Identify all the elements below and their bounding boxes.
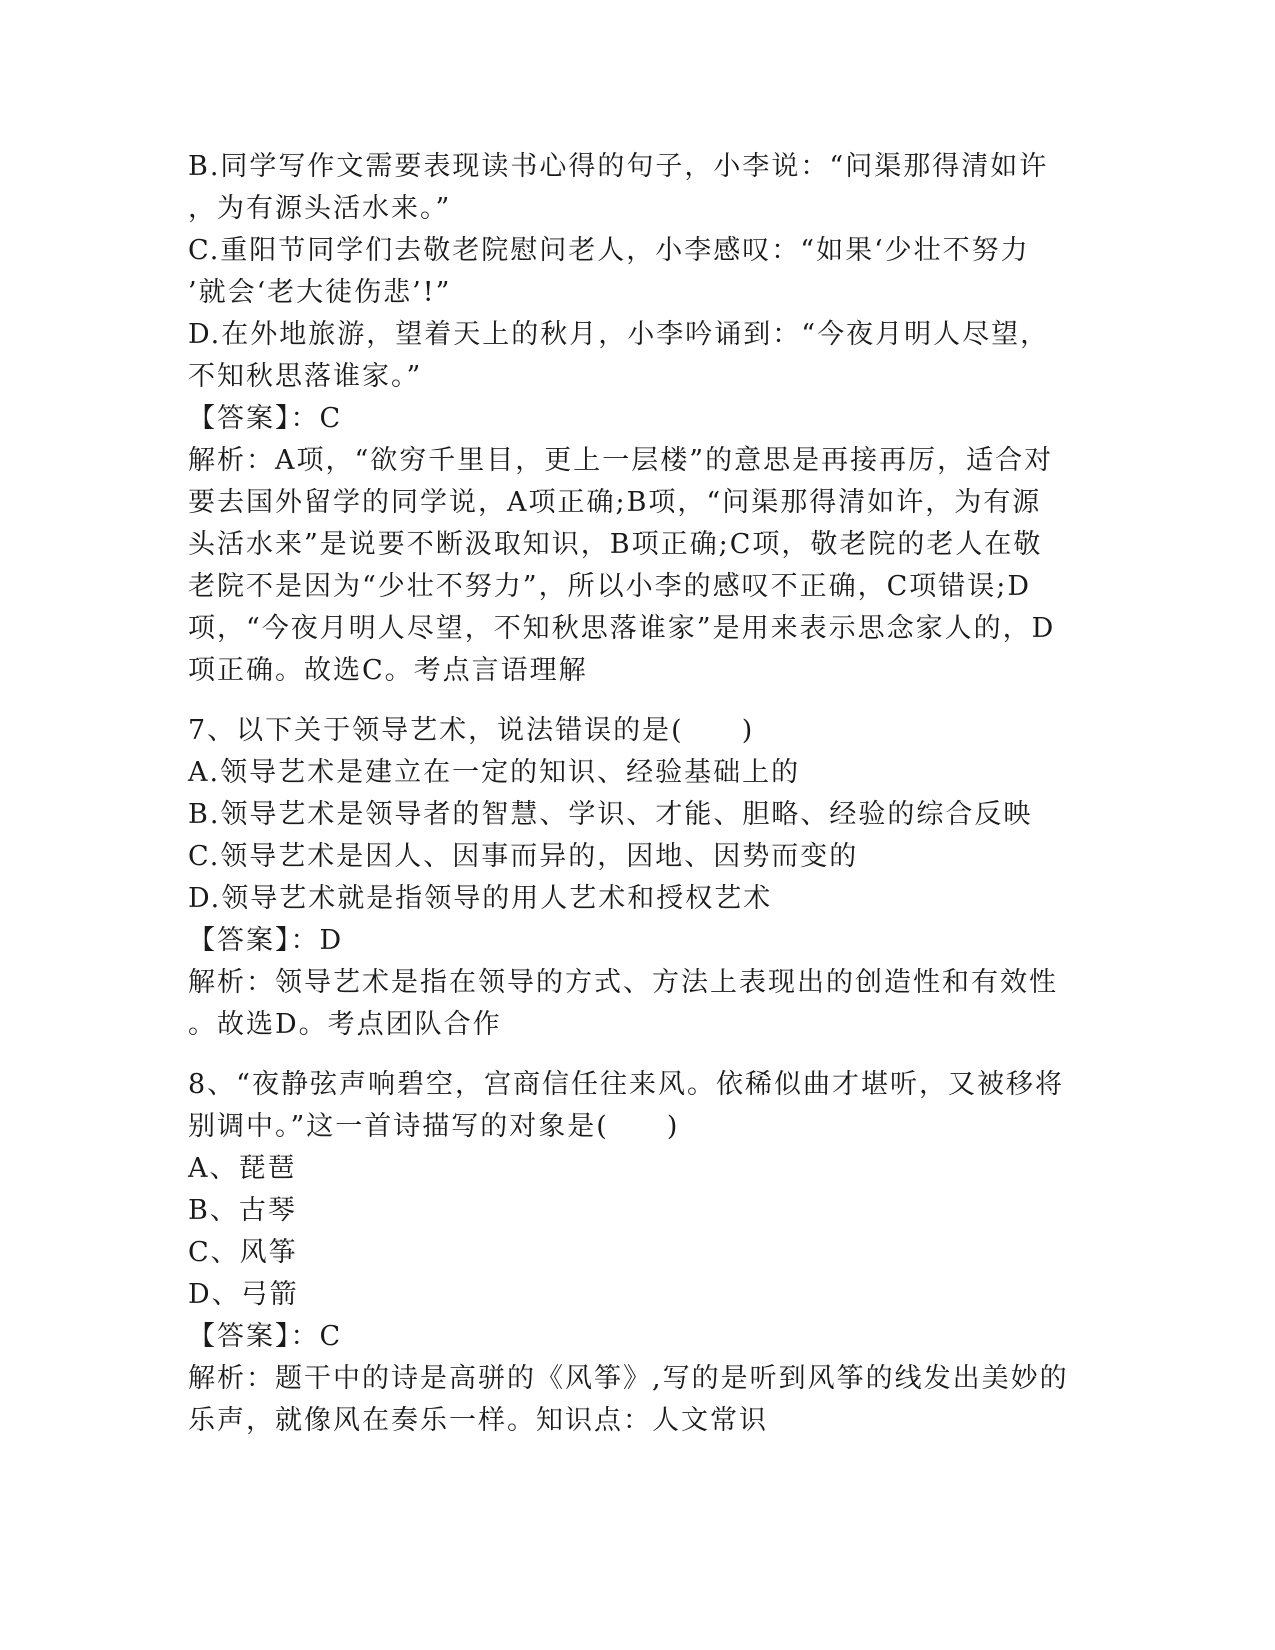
option-d-cont: 不知秋思落谁家。” (188, 361, 423, 392)
question-8 (188, 1064, 1088, 1442)
document-content (188, 146, 1088, 1442)
spacer (188, 692, 1088, 710)
analysis-line: 项正确。故选C。考点言语理解 (188, 655, 588, 686)
analysis-line: 项，“今夜月明人尽望，不知秋思落谁家”是用来表示思念家人的，D (188, 613, 1056, 644)
question-stem: 8、“夜静弦声响碧空，宫商信任往来风。依稀似曲才堪听，又被移将 (188, 1069, 1064, 1100)
option-b: B.同学写作文需要表现读书心得的句子，小李说：“问渠那得清如许 (188, 151, 1049, 182)
option-b: B.领导艺术是领导者的智慧、学识、才能、胆略、经验的综合反映 (188, 799, 1033, 830)
option-a: A、琵琶 (188, 1153, 297, 1184)
answer: 【答案】：C (188, 1321, 343, 1352)
analysis-line: 解析：题干中的诗是高骈的《风筝》,写的是听到风筝的线发出美妙的 (188, 1363, 1069, 1394)
question-6-continued (188, 146, 1088, 692)
option-d: D、弓箭 (188, 1279, 299, 1310)
option-d: D.领导艺术就是指领导的用人艺术和授权艺术 (188, 883, 773, 914)
analysis-line: 头活水来”是说要不断汲取知识，B项正确;C项，敬老院的老人在敬 (188, 529, 1043, 560)
analysis-line: 乐声，就像风在奏乐一样。知识点：人文常识 (188, 1405, 768, 1436)
option-c: C.领导艺术是因人、因事而异的，因地、因势而变的 (188, 841, 859, 872)
option-a: A.领导艺术是建立在一定的知识、经验基础上的 (188, 757, 801, 788)
analysis-line: 解析：领导艺术是指在领导的方式、方法上表现出的创造性和有效性 (188, 967, 1058, 998)
analysis-line: 解析：A项，“欲穷千里目，更上一层楼”的意思是再接再厉，适合对 (188, 445, 1054, 476)
option-d: D.在外地旅游，望着天上的秋月，小李吟诵到：“今夜月明人尽望， (188, 319, 1050, 350)
option-b-cont: ，为有源头活水来。” (188, 193, 452, 224)
analysis-line: 。故选D。考点团队合作 (188, 1009, 502, 1040)
option-c: C.重阳节同学们去敬老院慰问老人，小李感叹：“如果‘少壮不努力 (188, 235, 1030, 266)
analysis-line: 老院不是因为“少壮不努力”，所以小李的感叹不正确，C项错误;D (188, 571, 1032, 602)
option-c-cont: ’就会‘老大徒伤悲’!” (188, 277, 452, 308)
answer: 【答案】：D (188, 925, 344, 956)
option-b: B、古琴 (188, 1195, 297, 1226)
spacer (188, 1046, 1088, 1064)
option-c: C、风筝 (188, 1237, 298, 1268)
answer: 【答案】：C (188, 403, 343, 434)
question-7 (188, 710, 1088, 1046)
question-stem: 7、以下关于领导艺术，说法错误的是( ) (188, 715, 755, 746)
question-stem-cont: 别调中。”这一首诗描写的对象是( ) (188, 1111, 680, 1142)
analysis-line: 要去国外留学的同学说，A项正确;B项，“问渠那得清如许，为有源 (188, 487, 1042, 518)
